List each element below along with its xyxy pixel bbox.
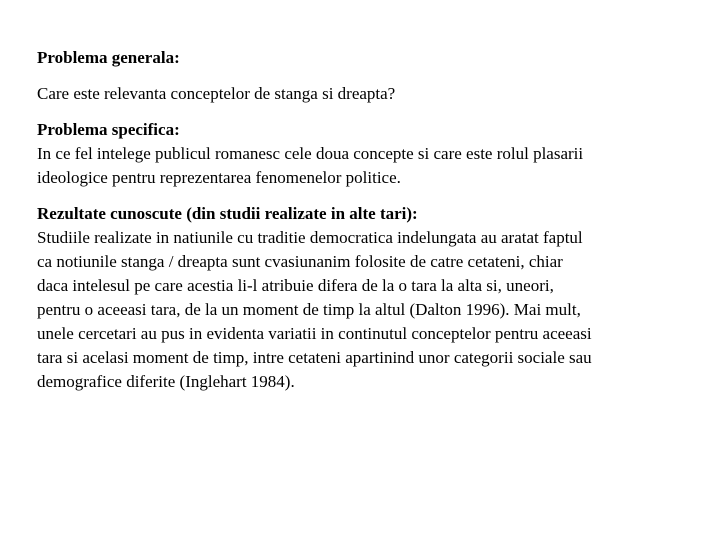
specific-problem-line: In ce fel intelege publicul romanesc cele doua concepte si care este rolul plasarii: [37, 144, 584, 163]
known-results-line: Studiile realizate in natiunile cu traditie democratica indelungata au aratat faptul: [37, 228, 583, 247]
general-problem-text: Care este relevanta conceptelor de stanga si dreapta?: [37, 84, 396, 103]
general-problem-heading: Problema generala:: [37, 48, 180, 67]
general-problem-section: [37, 46, 713, 106]
specific-problem-section: [37, 118, 713, 190]
known-results-heading: Rezultate cunoscute (din studii realizate in alte tari):: [37, 204, 418, 223]
known-results-line: unele cercetari au pus in evidenta variatii in continutul conceptelor pentru aceeasi: [37, 324, 592, 343]
known-results-line: ca notiunile stanga / dreapta sunt cvasiunanim folosite de catre cetateni, chiar: [37, 252, 563, 271]
known-results-line: tara si acelasi moment de timp, intre cetateni apartinind unor categorii sociale sau: [37, 348, 592, 367]
known-results-line: demografice diferite (Inglehart 1984).: [37, 372, 295, 391]
slide-content: [37, 46, 713, 394]
known-results-section: [37, 202, 713, 394]
specific-problem-line: ideologice pentru reprezentarea fenomenelor politice.: [37, 168, 401, 187]
known-results-line: daca intelesul pe care acestia li-l atribuie difera de la o tara la alta si, uneori,: [37, 276, 554, 295]
known-results-line: pentru o aceeasi tara, de la un moment de timp la altul (Dalton 1996). Mai mult,: [37, 300, 581, 319]
specific-problem-heading: Problema specifica:: [37, 120, 180, 139]
